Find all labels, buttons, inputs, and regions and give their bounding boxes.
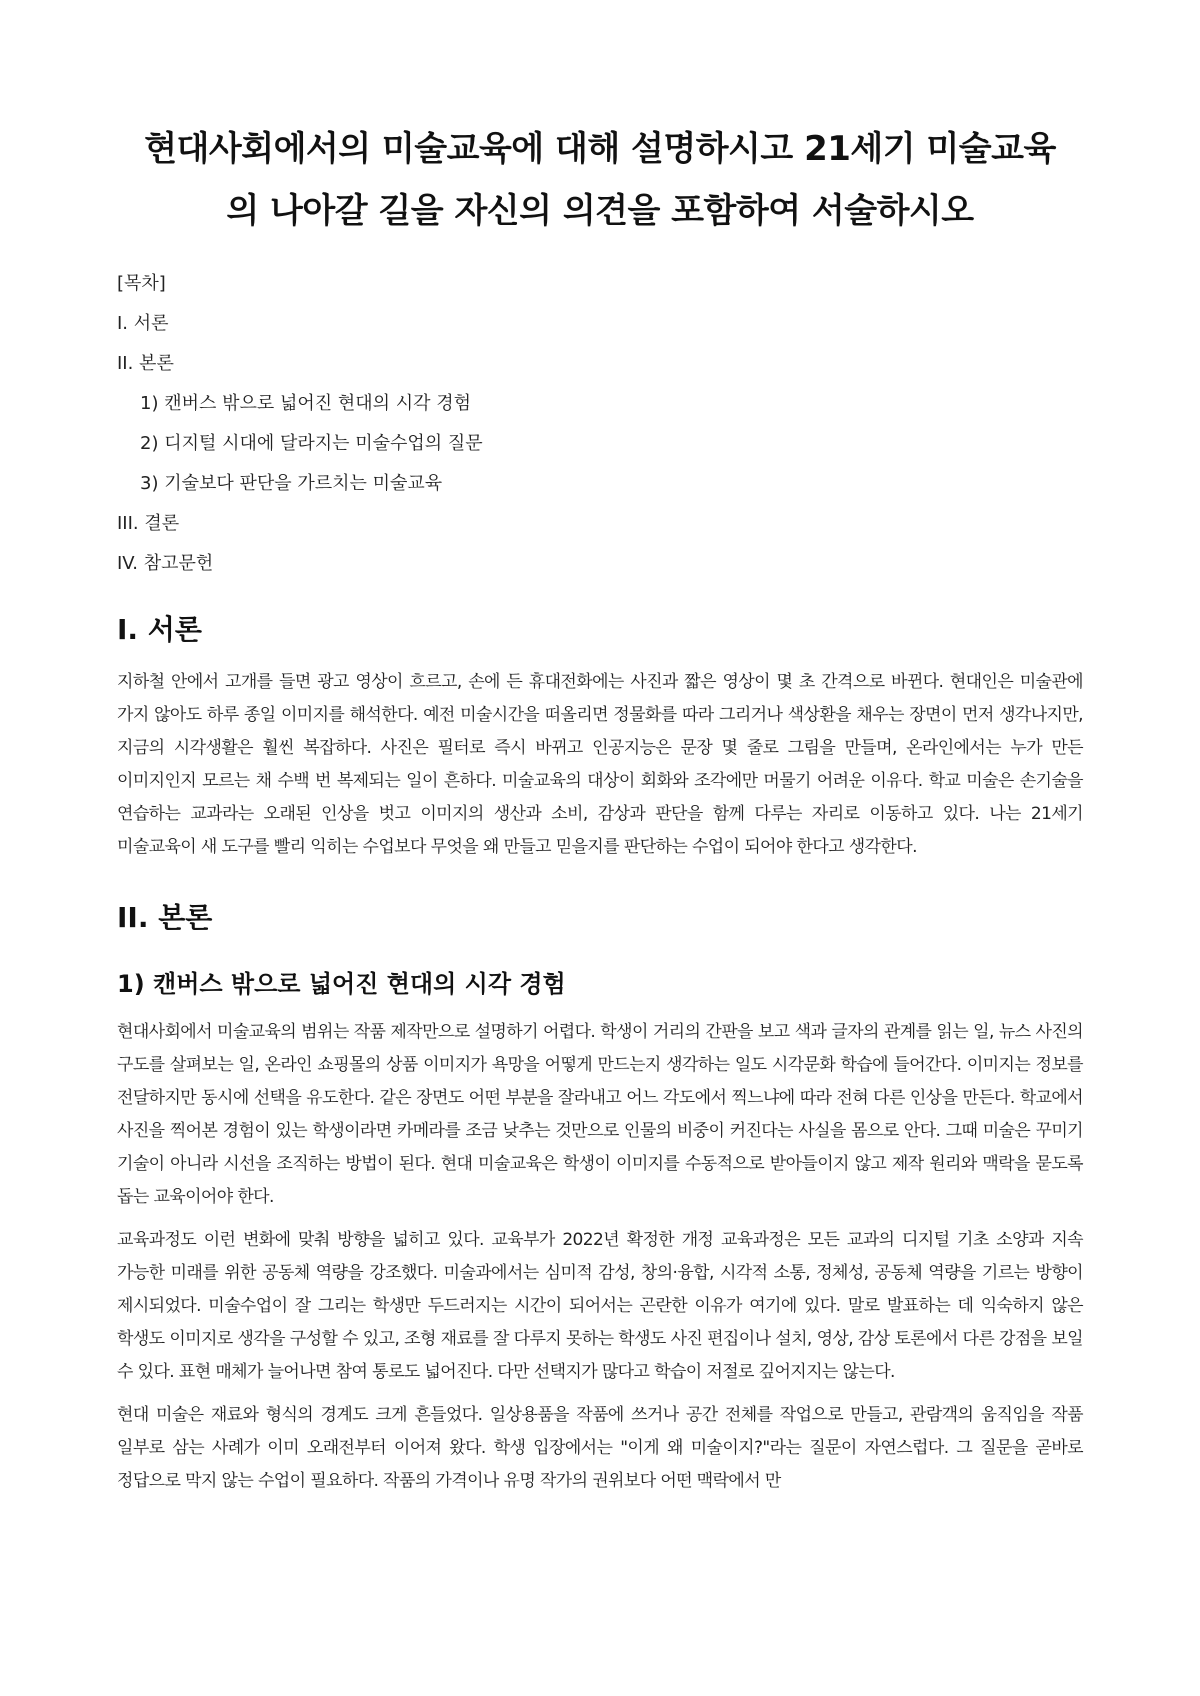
document-title-line-1: 현대사회에서의 미술교육에 대해 설명하시고 21세기 미술교육 bbox=[144, 129, 1056, 169]
body-heading: II. 본론 bbox=[117, 901, 213, 934]
document-title-line-2: 의 나아갈 길을 자신의 의견을 포함하여 서술하시오 bbox=[226, 191, 974, 231]
body-paragraph-1: 현대사회에서 미술교육의 범위는 작품 제작만으로 설명하기 어렵다. 학생이 거리의 간판을 보고 색과 글자의 관계를 읽는 일, 뉴스 사진의 구도를 살펴보는 일, 온라인 쇼핑몰의 상품 이미지가 욕망을 어떻게 만드는지 생각하는 일도 시각문화 학습에 들어간다. 이미지는 정보를 전달하지만 동시에 선택을 유도한다. 같은 장면도 어떤 부분을 잘라내고 어느 각도에서 찍느냐에 따라 전혀 다른 인상을 만든다. 학교에서 사진을 찍어본 경험이 있는 학생이라면 카메라를 조금 낮추는 것만으로 인물의 비중이 커진다는 사실을 몸으로 안다. 그때 미술은 꾸미기 기술이 아니라 시선을 조직하는 방법이 된다. 현대 미술교육은 학생이 이미지를 수동적으로 받아들이지 않고 제작 원리와 맥락을 묻도록 돕는 교육이어야 한다. bbox=[117, 1022, 1083, 1207]
table-of-contents bbox=[117, 272, 1083, 576]
subsection-heading-1: 1) 캔버스 밖으로 넓어진 현대의 시각 경험 bbox=[117, 970, 566, 998]
body-paragraph-2: 교육과정도 이런 변화에 맞춰 방향을 넓히고 있다. 교육부가 2022년 확정한 개정 교육과정은 모든 교과의 디지털 기초 소양과 지속 가능한 미래를 위한 공동체 역량을 강조했다. 미술과에서는 심미적 감성, 창의·융합, 시각적 소통, 정체성, 공동체 역량을 기르는 방향이 제시되었다. 미술수업이 잘 그리는 학생만 두드러지는 시간이 되어서는 곤란한 이유가 여기에 있다. 말로 발표하는 데 익숙하지 않은 학생도 이미지로 생각을 구성할 수 있고, 조형 재료를 잘 다루지 못하는 학생도 사진 편집이나 설치, 영상, 감상 토론에서 다른 강점을 보일 수 있다. 표현 매체가 늘어나면 참여 통로도 넓어진다. 다만 선택지가 많다고 학습이 저절로 깊어지지는 않는다. bbox=[117, 1230, 1083, 1382]
body-paragraph-3: 현대 미술은 재료와 형식의 경계도 크게 흔들었다. 일상용품을 작품에 쓰거나 공간 전체를 작업으로 만들고, 관람객의 움직임을 작품 일부로 삼는 사례가 이미 오래전부터 이어져 왔다. 학생 입장에서는 "이게 왜 미술이지?"라는 질문이 자연스럽다. 그 질문을 곧바로 정답으로 막지 않는 수업이 필요하다. 작품의 가격이나 유명 작가의 권위보다 어떤 맥락에서 만 bbox=[117, 1405, 1083, 1491]
toc-item-conclusion: III. 결론 bbox=[117, 513, 180, 534]
toc-item-body: II. 본론 bbox=[117, 353, 174, 374]
body-section bbox=[117, 900, 1083, 1498]
introduction-heading: I. 서론 bbox=[117, 613, 202, 646]
toc-item-body-1: 1) 캔버스 밖으로 넓어진 현대의 시각 경험 bbox=[140, 393, 472, 414]
document-title bbox=[117, 118, 1083, 242]
document-page bbox=[117, 118, 1083, 1508]
introduction-paragraph: 지하철 안에서 고개를 들면 광고 영상이 흐르고, 손에 든 휴대전화에는 사진과 짧은 영상이 몇 초 간격으로 바뀐다. 현대인은 미술관에 가지 않아도 하루 종일 이미지를 해석한다. 예전 미술시간을 떠올리면 정물화를 따라 그리거나 색상환을 채우는 장면이 먼저 생각나지만, 지금의 시각생활은 훨씬 복잡하다. 사진은 필터로 즉시 바뀌고 인공지능은 문장 몇 줄로 그림을 만들며, 온라인에서는 누가 만든 이미지인지 모르는 채 수백 번 복제되는 일이 흔하다. 미술교육의 대상이 회화와 조각에만 머물기 어려운 이유다. 학교 미술은 손기술을 연습하는 교과라는 오래된 인상을 벗고 이미지의 생산과 소비, 감상과 판단을 함께 다루는 자리로 이동하고 있다. 나는 21세기 미술교육이 새 도구를 빨리 익히는 수업보다 무엇을 왜 만들고 믿을지를 판단하는 수업이 되어야 한다고 생각한다. bbox=[117, 672, 1083, 857]
toc-item-references: IV. 참고문헌 bbox=[117, 553, 214, 574]
toc-item-body-2: 2) 디지털 시대에 달라지는 미술수업의 질문 bbox=[140, 433, 483, 454]
introduction-section bbox=[117, 612, 1083, 864]
toc-item-introduction: I. 서론 bbox=[117, 313, 169, 334]
toc-heading: [목차] bbox=[117, 273, 166, 294]
toc-item-body-3: 3) 기술보다 판단을 가르치는 미술교육 bbox=[140, 473, 443, 494]
